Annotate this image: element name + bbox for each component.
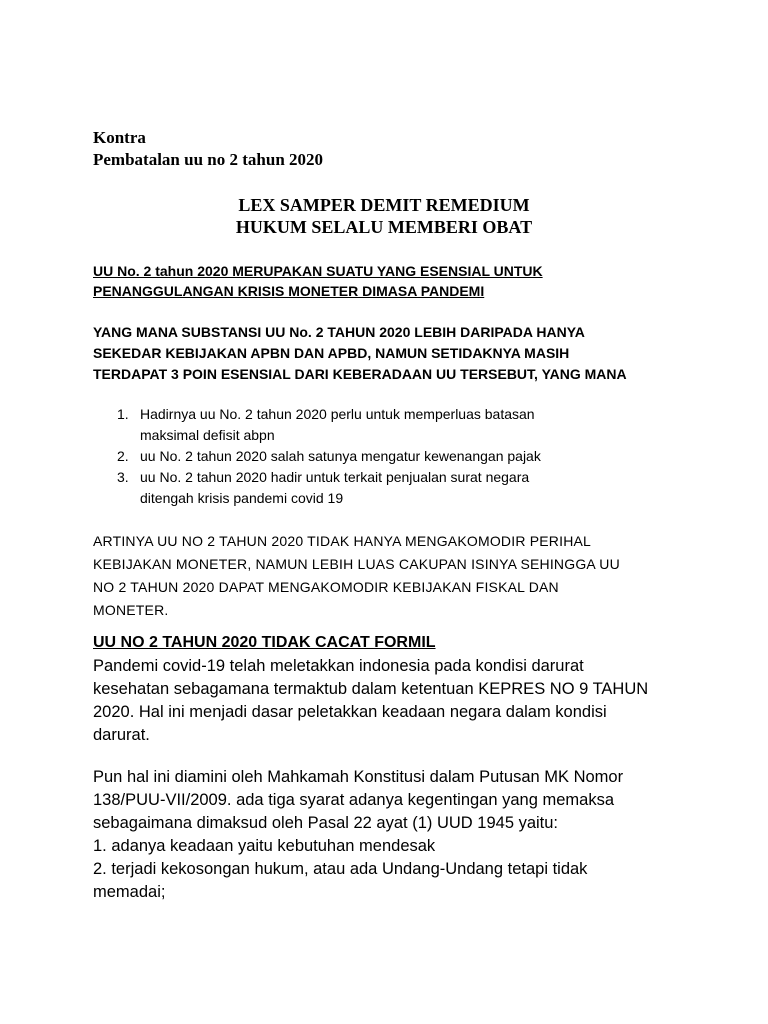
list-item: [0, 404, 768, 446]
list-number: 1.: [117, 406, 129, 422]
paragraph-substansi: [93, 322, 713, 385]
paragraph-line: ARTINYA UU NO 2 TAHUN 2020 TIDAK HANYA MENGAKOMODIR PERIHAL: [93, 533, 592, 549]
section-title: UU NO 2 TAHUN 2020 TIDAK CACAT FORMIL: [93, 634, 436, 651]
paragraph-line: Pandemi covid-19 telah meletakkan indonesia pada kondisi darurat: [93, 657, 584, 675]
paragraph-line: KEBIJAKAN MONETER, NAMUN LEBIH LUAS CAKUPAN ISINYA SEHINGGA UU: [93, 556, 620, 572]
paragraph-line: NO 2 TAHUN 2020 DAPAT MENGAKOMODIR KEBIJAKAN FISKAL DAN: [93, 579, 559, 595]
subheading-line: UU No. 2 tahun 2020 MERUPAKAN SUATU YANG ESENSIAL UNTUK: [93, 263, 543, 279]
paragraph-line: 2. terjadi kekosongan hukum, atau ada Undang-Undang tetapi tidak: [93, 860, 588, 878]
paragraph-line: sebagaimana dimaksud oleh Pasal 22 ayat (1) UUD 1945 yaitu:: [93, 814, 559, 832]
paragraph-line: 138/PUU-VII/2009. ada tiga syarat adanya kegentingan yang memaksa: [93, 791, 614, 809]
list-item-text: uu No. 2 tahun 2020 hadir untuk terkait penjualan surat negara: [140, 469, 530, 485]
document-header: [93, 127, 323, 171]
paragraph-putusan-mk: [93, 766, 733, 904]
subheading-line: PENANGGULANGAN KRISIS MONETER DIMASA PANDEMI: [93, 283, 485, 299]
paragraph-line: memadai;: [93, 883, 166, 901]
list-item-text: Hadirnya uu No. 2 tahun 2020 perlu untuk memperluas batasan: [140, 406, 535, 422]
motto-latin: LEX SAMPER DEMIT REMEDIUM: [238, 195, 530, 215]
list-item-text: uu No. 2 tahun 2020 salah satunya mengatur kewenangan pajak: [140, 448, 541, 464]
paragraph-artinya: [93, 530, 713, 622]
list-item: [0, 446, 768, 467]
paragraph-line: darurat.: [93, 726, 150, 744]
header-title: Pembatalan uu no 2 tahun 2020: [93, 150, 324, 169]
paragraph-pandemi: [93, 655, 733, 747]
list-item: [0, 467, 768, 509]
paragraph-line: TERDAPAT 3 POIN ESENSIAL DARI KEBERADAAN UU TERSEBUT, YANG MANA: [93, 366, 627, 382]
numbered-list: [0, 404, 768, 509]
paragraph-line: MONETER.: [93, 602, 169, 618]
paragraph-line: SEKEDAR KEBIJAKAN APBN DAN APBD, NAMUN SETIDAKNYA MASIH: [93, 345, 570, 361]
paragraph-line: kesehatan sebagamana termaktub dalam ketentuan KEPRES NO 9 TAHUN: [93, 680, 649, 698]
list-item-text: maksimal defisit abpn: [140, 427, 275, 443]
paragraph-line: 1. adanya keadaan yaitu kebutuhan mendesak: [93, 837, 436, 855]
header-kontra: Kontra: [93, 128, 146, 147]
motto-heading: [0, 194, 768, 238]
subheading-esensial: [93, 261, 713, 301]
list-number: 2.: [117, 448, 129, 464]
motto-translation: HUKUM SELALU MEMBERI OBAT: [235, 217, 533, 237]
paragraph-line: YANG MANA SUBSTANSI UU No. 2 TAHUN 2020 LEBIH DARIPADA HANYA: [93, 324, 585, 340]
paragraph-line: 2020. Hal ini menjadi dasar peletakkan keadaan negara dalam kondisi: [93, 703, 607, 721]
list-item-text: ditengah krisis pandemi covid 19: [140, 490, 344, 506]
paragraph-line: Pun hal ini diamini oleh Mahkamah Konstitusi dalam Putusan MK Nomor: [93, 768, 624, 786]
list-number: 3.: [117, 469, 129, 485]
